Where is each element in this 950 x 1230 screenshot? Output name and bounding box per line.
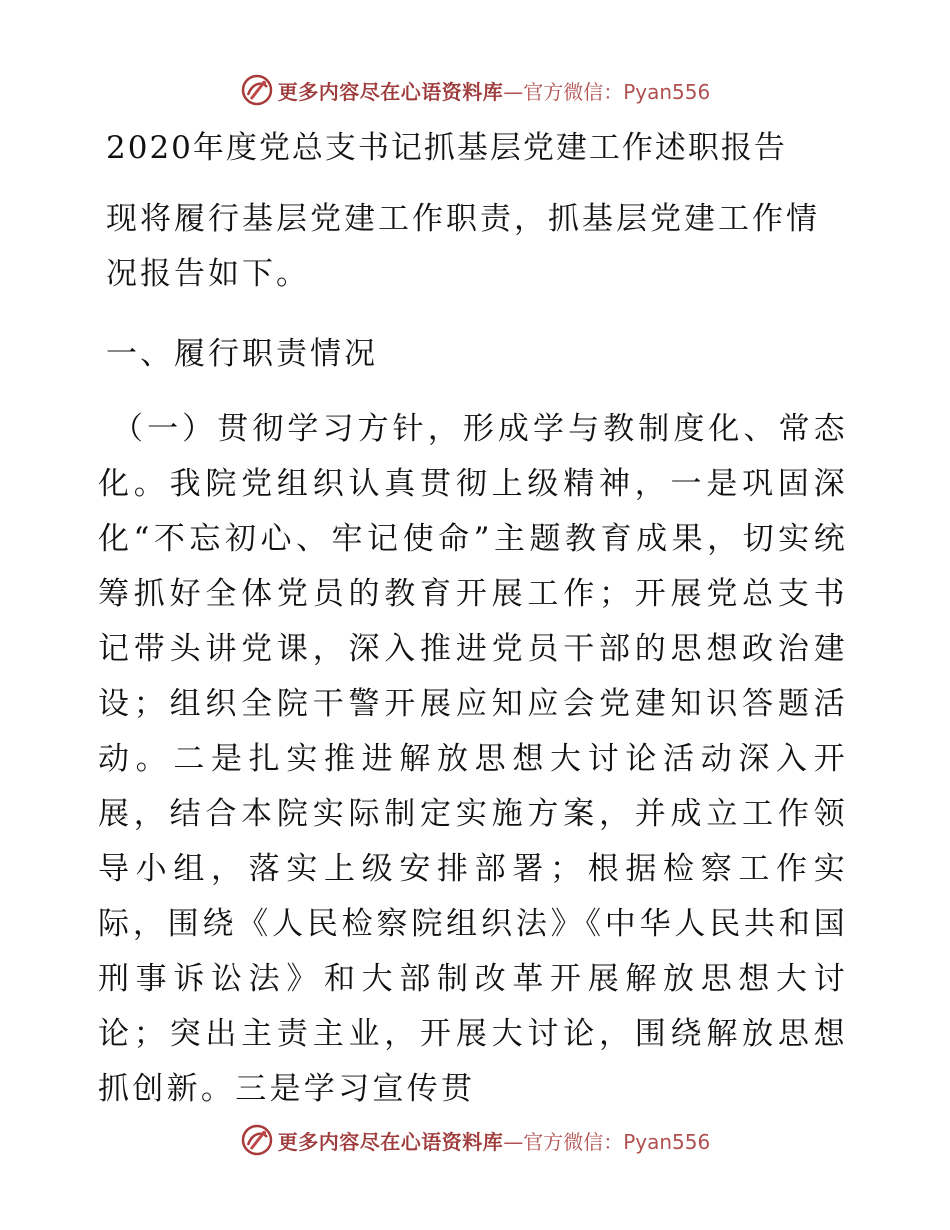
red-swirl-logo-icon: [240, 1123, 274, 1157]
intro-paragraph: 现将履行基层党建工作职责，抓基层党建工作情况报告如下。: [106, 201, 820, 292]
section-heading: 一、履行职责情况: [106, 336, 378, 372]
watermark-wechat-text: —官方微信：Pyan556: [503, 79, 711, 104]
watermark-main-text: 更多内容尽在心语资料库: [277, 1129, 504, 1154]
red-swirl-logo-icon: [240, 73, 274, 107]
document-title: 2020年度党总支书记抓基层党建工作述职报告: [106, 130, 787, 166]
body-paragraph: （一）贯彻学习方针，形成学与教制度化、常态化。我院党组织认真贯彻上级精神，一是巩固深化“不忘初心、牢记使命”主题教育成果，切实统筹抓好全体党员的教育开展工作；开展党总支书记带头讲党课，深入推进党员干部的思想政治建设；组织全院干警开展应知应会党建知识答题活动。二是扎实推进解放思想大讨论活动深入开展，结合本院实际制定实施方案，并成立工作领导小组，落实上级安排部署；根据检察工作实际，围绕《人民检察院组织法》《中华人民共和国刑事诉讼法》和大部制改革开展解放思想大讨论；突出主责主业，开展大讨论，围绕解放思想抓创新。三是学习宣传贯: [98, 411, 848, 1107]
footer-watermark: [0, 1120, 950, 1160]
header-watermark: [0, 70, 950, 110]
watermark-wechat-text: —官方微信：Pyan556: [503, 1129, 711, 1154]
watermark-main-text: 更多内容尽在心语资料库: [277, 79, 504, 104]
